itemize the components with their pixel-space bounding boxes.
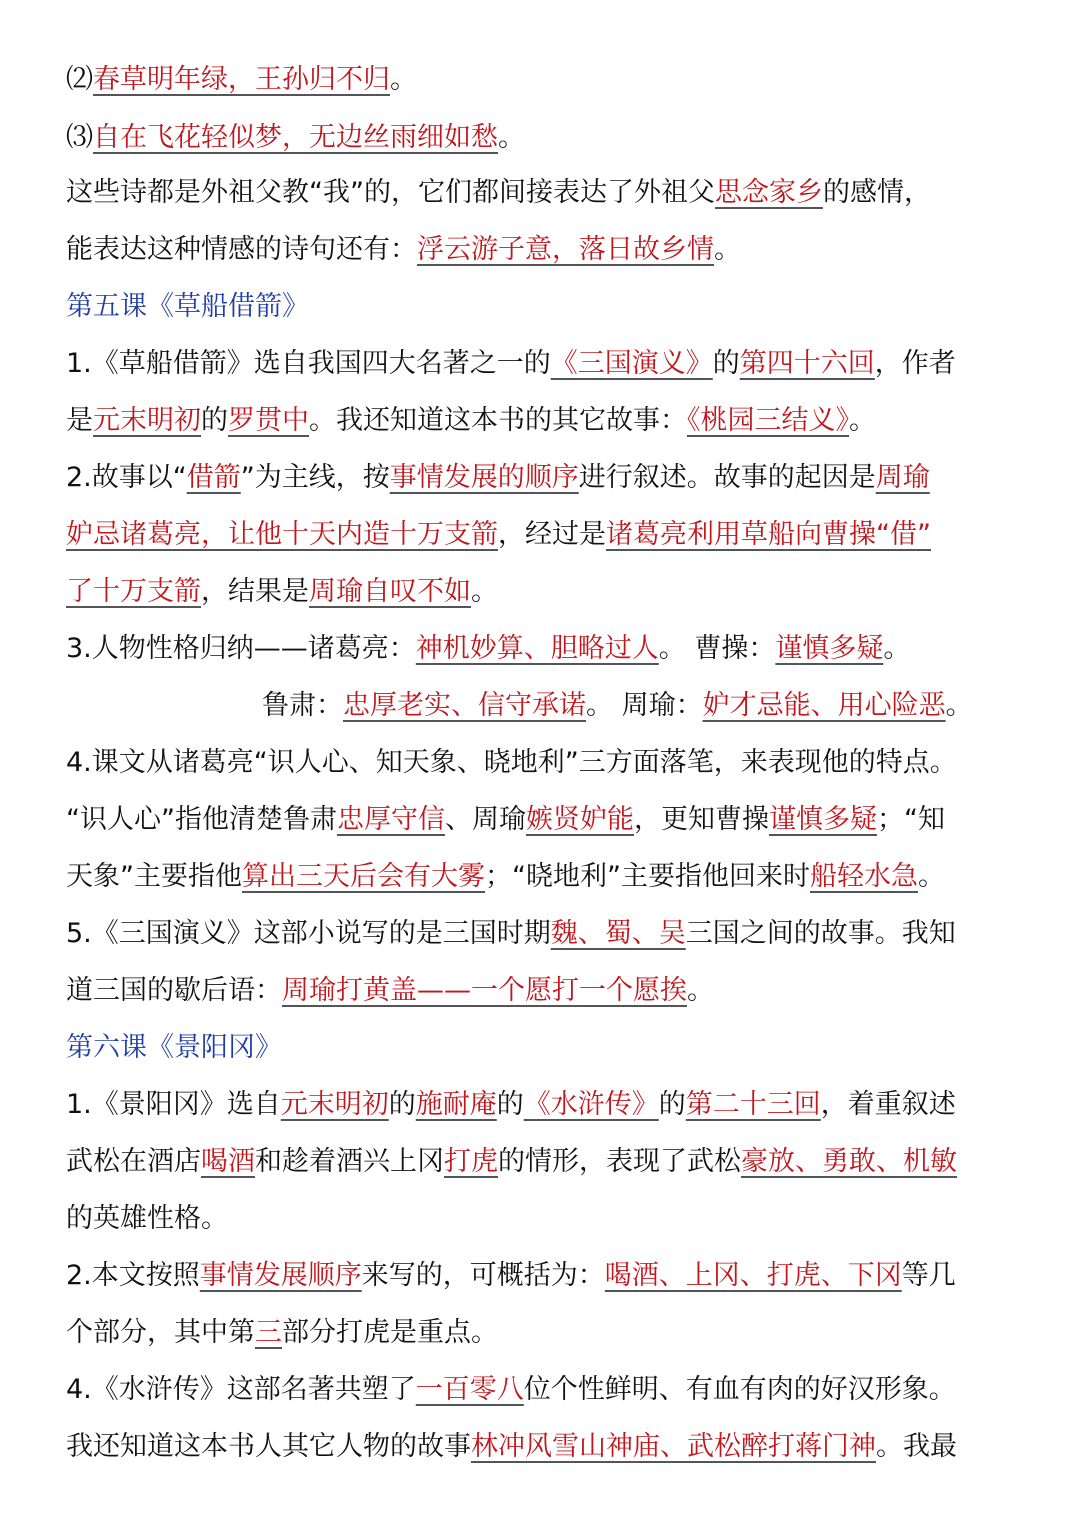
body-text: 。 [471, 576, 498, 607]
text-line [66, 458, 1030, 498]
answer-text: 船轻水急 [809, 861, 918, 892]
answer-text: 喝酒 [201, 1146, 255, 1177]
text-line [66, 401, 1030, 441]
body-text: 。 [714, 234, 741, 265]
body-text: 2.本文按照 [66, 1260, 200, 1291]
body-text: 。我还知道这本书的其它故事： [309, 405, 687, 436]
answer-text: 周瑜自叹不如 [309, 576, 471, 607]
body-text: ⑶ [66, 122, 93, 153]
body-text: ，更知曹操 [633, 804, 769, 835]
text-line [66, 914, 1030, 954]
body-text: 。 曹操： [658, 633, 776, 664]
body-text: 等几 [901, 1260, 956, 1291]
body-text: 2.故事以“ [66, 462, 187, 493]
answer-text: 浮云游子意，落日故乡情 [417, 234, 714, 265]
text-line [66, 1256, 1030, 1296]
answer-text: 第四十六回 [739, 348, 875, 379]
body-text: 4.《水浒传》这部名著共塑了 [66, 1374, 416, 1405]
text-line [66, 230, 1030, 270]
section-heading: 第六课《景阳冈》 [66, 1032, 282, 1063]
body-text: 进行叙述。故事的起因是 [578, 462, 876, 493]
text-line [66, 515, 1030, 555]
text-line [66, 743, 1030, 783]
answer-text: 算出三天后会有大雾 [242, 861, 485, 892]
body-text: ⑵ [66, 64, 93, 95]
text-line [66, 1028, 1030, 1068]
body-text: 我还知道这本书人其它人物的故事 [66, 1431, 471, 1462]
answer-text: 一百零八 [415, 1374, 524, 1405]
body-text: 是 [66, 405, 93, 436]
body-text: ”为主线，按 [240, 462, 390, 493]
answer-text: 打虎 [444, 1146, 498, 1177]
answer-text: 思念家乡 [714, 177, 823, 208]
text-line [66, 1370, 1030, 1410]
body-text: ；“知 [876, 804, 945, 835]
body-text: 部分打虎是重点。 [282, 1317, 498, 1348]
answer-text: 自在飞花轻似梦，无边丝雨细如愁 [93, 122, 498, 153]
answer-text: 诸葛亮利用草船向曹操“借” [606, 519, 931, 550]
body-text: ，着重叙述 [820, 1089, 956, 1120]
answer-text: 《桃园三结义》 [687, 405, 849, 436]
answer-text: 谨慎多疑 [768, 804, 877, 835]
answer-text: 《水浒传》 [523, 1089, 659, 1120]
answer-text: 忠厚老实、信守承诺 [343, 690, 586, 721]
section-heading: 第五课《草船借箭》 [66, 291, 309, 322]
body-text: 。 [498, 122, 525, 153]
body-text: 。 [917, 861, 945, 892]
text-line [66, 173, 1030, 213]
body-text: 的 [388, 1089, 416, 1120]
body-text: 武松在酒店 [66, 1146, 201, 1177]
answer-text: 忠厚守信 [336, 804, 445, 835]
body-text: 这些诗都是外祖父教“我”的，它们都间接表达了外祖父 [66, 177, 715, 208]
answer-text: 喝酒、上冈、打虎、下冈 [604, 1260, 902, 1291]
answer-text: 元末明初 [93, 405, 201, 436]
answer-text: 周瑜 [875, 462, 930, 493]
answer-text: 元末明初 [280, 1089, 389, 1120]
answer-text: 事情发展顺序 [199, 1260, 362, 1291]
text-line [66, 1427, 1030, 1467]
body-text: 和趁着酒兴上冈 [255, 1146, 444, 1177]
body-text: 位个性鲜明、有血有肉的好汉形象。 [523, 1374, 956, 1405]
answer-text: 周瑜打黄盖——一个愿打一个愿挨 [282, 975, 687, 1006]
answer-text: 第二十三回 [685, 1089, 821, 1120]
body-text: 。 [883, 633, 911, 664]
body-text: 鲁肃： [262, 690, 343, 721]
body-text: 、周瑜 [444, 804, 526, 835]
body-text: 道三国的歇后语： [66, 975, 282, 1006]
answer-text: 罗贯中 [228, 405, 309, 436]
text-line [66, 572, 1030, 612]
text-line [66, 971, 1030, 1011]
body-text: 的 [201, 405, 228, 436]
text-line [66, 118, 1030, 158]
body-text: 的感情， [822, 177, 931, 208]
answer-text: 嫉贤妒能 [525, 804, 634, 835]
text-line [66, 60, 1030, 100]
answer-text: 谨慎多疑 [775, 633, 884, 664]
body-text: 的情形，表现了武松 [498, 1146, 741, 1177]
body-text: 三国之间的故事。我知 [685, 918, 956, 949]
answer-text: 《三国演义》 [550, 348, 713, 379]
body-text: 。 [849, 405, 876, 436]
body-text: ，作者 [874, 348, 956, 379]
answer-text: 施耐庵 [415, 1089, 497, 1120]
answer-text: 神机妙算、胆略过人 [415, 633, 659, 664]
text-line [66, 629, 1030, 669]
body-text: 4.课文从诸葛亮“识人心、知天象、晓地利”三方面落笔，来表现他的特点。 [66, 747, 957, 778]
text-line [66, 1085, 1030, 1125]
body-text: 的 [496, 1089, 524, 1120]
body-text: ，经过是 [498, 519, 606, 550]
body-text: 。 [945, 690, 973, 721]
text-line [66, 800, 1030, 840]
text-line [66, 857, 1030, 897]
answer-text: 豪放、勇敢、机敏 [741, 1146, 957, 1177]
body-text: 。 [390, 64, 417, 95]
answer-text: 春草明年绿，王孙归不归 [93, 64, 390, 95]
text-line [66, 1313, 1030, 1353]
body-text: 1.《草船借箭》选自我国四大名著之一的 [66, 348, 551, 379]
body-text: 的 [658, 1089, 686, 1120]
body-text: 1.《景阳冈》选自 [66, 1089, 281, 1120]
body-text: 的英雄性格。 [66, 1203, 228, 1234]
body-text: 来写的，可概括为： [361, 1260, 605, 1291]
body-text: 。 周瑜： [586, 690, 703, 721]
text-line [66, 1199, 1030, 1239]
answer-text: 借箭 [186, 462, 241, 493]
answer-text: 事情发展的顺序 [389, 462, 579, 493]
body-text: 能表达这种情感的诗句还有： [66, 234, 417, 265]
answer-text: 林冲风雪山神庙、武松醉打蒋门神 [471, 1431, 876, 1462]
answer-text: 了十万支箭 [66, 576, 201, 607]
text-line [66, 1142, 1030, 1182]
answer-text: 三 [255, 1317, 282, 1348]
text-line [66, 344, 1030, 384]
body-text: 。 [687, 975, 714, 1006]
body-text: 天象”主要指他 [66, 861, 242, 892]
answer-text: 魏、蜀、吴 [550, 918, 686, 949]
body-text: 的 [712, 348, 740, 379]
body-text: 个部分，其中第 [66, 1317, 255, 1348]
body-text: ；“晓地利”主要指他回来时 [485, 861, 810, 892]
body-text: ，结果是 [201, 576, 309, 607]
answer-text: 妒忌诸葛亮，让他十天内造十万支箭 [66, 519, 498, 550]
text-line [262, 686, 1030, 726]
body-text: “识人心”指他清楚鲁肃 [66, 804, 337, 835]
body-text: 。我最 [876, 1431, 957, 1462]
body-text: 5.《三国演义》这部小说写的是三国时期 [66, 918, 551, 949]
text-line [66, 287, 1030, 327]
body-text: 3.人物性格归纳——诸葛亮： [66, 633, 416, 664]
answer-text: 妒才忌能、用心险恶 [702, 690, 946, 721]
